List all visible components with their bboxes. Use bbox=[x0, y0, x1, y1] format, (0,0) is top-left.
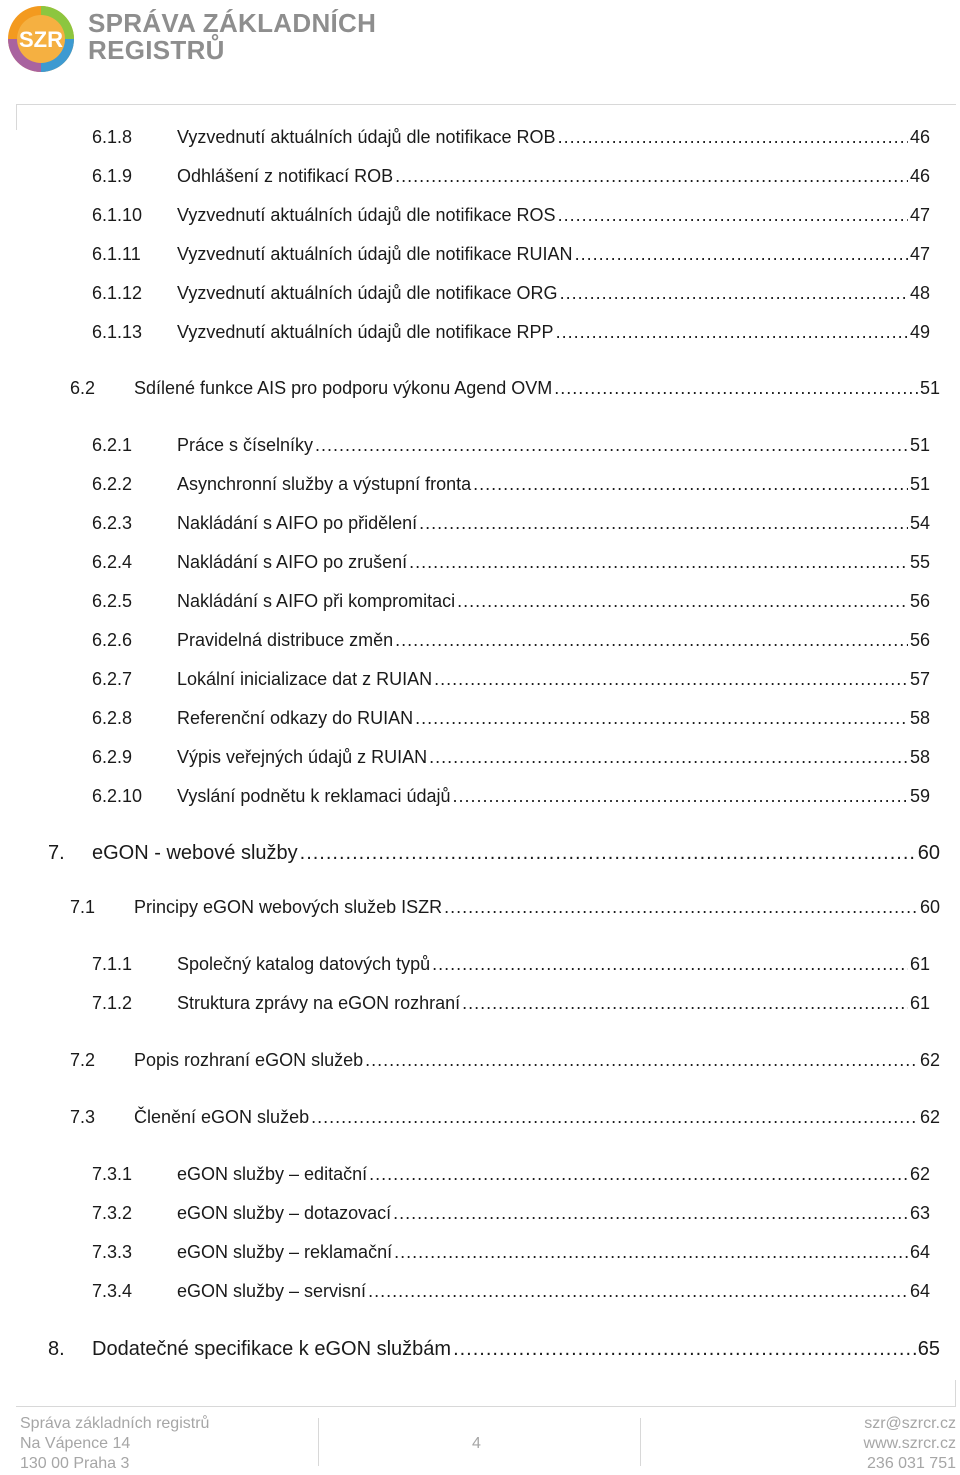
toc-dot-leader bbox=[453, 1338, 916, 1361]
toc-entry[interactable] bbox=[92, 166, 930, 192]
toc-entry[interactable] bbox=[92, 435, 930, 461]
toc-entry-title: Nakládání s AIFO po zrušení bbox=[177, 552, 408, 572]
footer-corner-mark bbox=[955, 1380, 956, 1406]
toc-entry-page: 48 bbox=[909, 283, 930, 303]
toc-entry-page: 61 bbox=[909, 954, 930, 974]
toc-entry-number: 6.2.5 bbox=[92, 591, 133, 611]
toc-entry-title: Společný katalog datových typů bbox=[177, 954, 431, 974]
toc-entry-number: 6.2.2 bbox=[92, 474, 133, 494]
toc-entry[interactable] bbox=[92, 669, 930, 695]
toc-entry-title: Výpis veřejných údajů z RUIAN bbox=[177, 747, 428, 767]
toc-dot-leader bbox=[395, 630, 908, 651]
toc-entry-title: Členění eGON služeb bbox=[134, 1107, 310, 1127]
toc-entry-number: 7.3.3 bbox=[92, 1242, 133, 1262]
toc-entry[interactable] bbox=[92, 127, 930, 153]
toc-dot-leader bbox=[300, 842, 916, 865]
page-number: 4 bbox=[472, 1435, 481, 1452]
toc-entry-number: 7.3.1 bbox=[92, 1164, 133, 1184]
toc-entry-number: 6.1.10 bbox=[92, 205, 143, 225]
toc-entry-number: 7.3 bbox=[70, 1107, 96, 1127]
toc-dot-leader bbox=[432, 954, 908, 975]
toc-entry[interactable] bbox=[70, 378, 940, 404]
footer-phone: 236 031 751 bbox=[867, 1455, 956, 1472]
footer-city: 130 00 Praha 3 bbox=[20, 1455, 130, 1472]
toc-entry[interactable] bbox=[92, 1164, 930, 1190]
toc-entry-number: 6.1.13 bbox=[92, 322, 143, 342]
toc-entry[interactable] bbox=[92, 244, 930, 270]
toc-dot-leader bbox=[415, 708, 908, 729]
toc-entry[interactable] bbox=[92, 322, 930, 348]
toc-entry-number: 6.1.8 bbox=[92, 127, 133, 147]
toc-dot-leader bbox=[457, 591, 908, 612]
organization-name bbox=[88, 10, 376, 64]
toc-entry-page: 63 bbox=[909, 1203, 930, 1223]
footer-contact bbox=[864, 1414, 956, 1474]
toc-dot-leader bbox=[575, 244, 908, 265]
toc-entry[interactable] bbox=[92, 205, 930, 231]
toc-entry-number: 7.3.2 bbox=[92, 1203, 133, 1223]
organization-name-line2: REGISTRŮ bbox=[88, 35, 225, 65]
toc-entry[interactable] bbox=[92, 747, 930, 773]
toc-entry-title: Asynchronní služby a výstupní fronta bbox=[177, 474, 472, 494]
toc-entry-page: 60 bbox=[919, 897, 940, 917]
footer-separator bbox=[640, 1418, 641, 1466]
toc-entry-page: 51 bbox=[919, 378, 940, 398]
footer-org-name: Správa základních registrů bbox=[20, 1415, 210, 1432]
toc-entry-title: Popis rozhraní eGON služeb bbox=[134, 1050, 364, 1070]
toc-entry-page: 64 bbox=[909, 1242, 930, 1262]
toc-entry[interactable] bbox=[48, 1338, 940, 1364]
logo-text: SZR bbox=[19, 27, 63, 52]
toc-entry-number: 7.3.4 bbox=[92, 1281, 133, 1301]
szr-logo-icon bbox=[6, 4, 76, 74]
toc-dot-leader bbox=[556, 322, 908, 343]
toc-entry-title: Vyzvednutí aktuálních údajů dle notifikace ROS bbox=[177, 205, 556, 225]
toc-entry-page: 58 bbox=[909, 747, 930, 767]
toc-entry[interactable] bbox=[92, 1242, 930, 1268]
toc-entry[interactable] bbox=[48, 842, 940, 868]
toc-entry[interactable] bbox=[70, 897, 940, 923]
toc-entry-number: 8. bbox=[48, 1338, 65, 1360]
toc-entry-page: 51 bbox=[909, 474, 930, 494]
toc-entry-page: 46 bbox=[909, 127, 930, 147]
toc-dot-leader bbox=[394, 1242, 908, 1263]
toc-entry-title: eGON - webové služby bbox=[92, 842, 298, 864]
toc-entry[interactable] bbox=[92, 630, 930, 656]
toc-dot-leader bbox=[444, 897, 918, 918]
toc-entry-page: 57 bbox=[909, 669, 930, 689]
page-header bbox=[0, 0, 960, 110]
toc-entry-number: 7. bbox=[48, 842, 65, 864]
toc-entry[interactable] bbox=[92, 786, 930, 812]
toc-entry-title: eGON služby – reklamační bbox=[177, 1242, 393, 1262]
footer-email[interactable]: szr@szrcr.cz bbox=[864, 1415, 956, 1432]
toc-dot-leader bbox=[558, 127, 908, 148]
toc-entry[interactable] bbox=[92, 993, 930, 1019]
toc-entry-page: 51 bbox=[909, 435, 930, 455]
toc-entry[interactable] bbox=[92, 552, 930, 578]
toc-entry-page: 61 bbox=[909, 993, 930, 1013]
toc-entry-number: 6.1.9 bbox=[92, 166, 133, 186]
toc-dot-leader bbox=[368, 1281, 908, 1302]
toc-entry-title: Principy eGON webových služeb ISZR bbox=[134, 897, 443, 917]
organization-name-line1: SPRÁVA ZÁKLADNÍCH bbox=[88, 8, 377, 38]
toc-dot-leader bbox=[462, 993, 908, 1014]
toc-dot-leader bbox=[434, 669, 908, 690]
toc-dot-leader bbox=[409, 552, 908, 573]
toc-dot-leader bbox=[554, 378, 918, 399]
toc-entry[interactable] bbox=[92, 1203, 930, 1229]
toc-entry-number: 6.2.8 bbox=[92, 708, 133, 728]
toc-entry-number: 7.1.2 bbox=[92, 993, 133, 1013]
toc-entry-title: Odhlášení z notifikací ROB bbox=[177, 166, 394, 186]
toc-entry-number: 6.1.12 bbox=[92, 283, 143, 303]
footer-divider bbox=[16, 1406, 956, 1407]
toc-entry[interactable] bbox=[92, 708, 930, 734]
toc-dot-leader bbox=[453, 786, 908, 807]
toc-entry-number: 6.2.4 bbox=[92, 552, 133, 572]
toc-entry-title: Referenční odkazy do RUIAN bbox=[177, 708, 414, 728]
toc-entry-number: 6.2.1 bbox=[92, 435, 133, 455]
toc-entry-page: 62 bbox=[919, 1050, 940, 1070]
toc-entry-title: Pravidelná distribuce změn bbox=[177, 630, 394, 650]
toc-entry-page: 55 bbox=[909, 552, 930, 572]
toc-entry-title: Nakládání s AIFO po přidělení bbox=[177, 513, 418, 533]
toc-entry-title: Lokální inicializace dat z RUIAN bbox=[177, 669, 433, 689]
toc-dot-leader bbox=[429, 747, 908, 768]
toc-entry-title: Vyzvednutí aktuálních údajů dle notifikace ROB bbox=[177, 127, 556, 147]
toc-entry[interactable] bbox=[92, 1281, 930, 1307]
toc-dot-leader bbox=[560, 283, 908, 304]
toc-entry-page: 62 bbox=[909, 1164, 930, 1184]
toc-entry[interactable] bbox=[92, 283, 930, 309]
toc-dot-leader bbox=[315, 435, 908, 456]
toc-entry-title: Struktura zprávy na eGON rozhraní bbox=[177, 993, 461, 1013]
toc-entry-page: 54 bbox=[909, 513, 930, 533]
toc-entry-number: 6.1.11 bbox=[92, 244, 141, 264]
toc-entry[interactable] bbox=[92, 954, 930, 980]
toc-entry[interactable] bbox=[92, 591, 930, 617]
toc-entry-page: 49 bbox=[909, 322, 930, 342]
toc-entry-number: 6.2 bbox=[70, 378, 96, 398]
toc-entry-title: Vyslání podnětu k reklamaci údajů bbox=[177, 786, 451, 806]
toc-entry-title: Vyzvednutí aktuálních údajů dle notifikace RUIAN bbox=[177, 244, 573, 264]
toc-entry-title: Sdílené funkce AIS pro podporu výkonu Agend OVM bbox=[134, 378, 553, 398]
footer-address bbox=[20, 1414, 209, 1474]
toc-entry-title: Dodatečné specifikace k eGON službám bbox=[92, 1338, 452, 1360]
toc-entry-number: 6.2.3 bbox=[92, 513, 133, 533]
toc-entry-page: 56 bbox=[909, 591, 930, 611]
toc-entry-page: 47 bbox=[909, 205, 930, 225]
toc-entry-title: Nakládání s AIFO při kompromitaci bbox=[177, 591, 456, 611]
toc-entry-page: 46 bbox=[909, 166, 930, 186]
toc-entry-number: 6.2.7 bbox=[92, 669, 133, 689]
header-corner-mark bbox=[16, 104, 17, 130]
toc-entry[interactable] bbox=[70, 1107, 940, 1133]
footer-separator bbox=[318, 1418, 319, 1466]
toc-dot-leader bbox=[473, 474, 908, 495]
toc-entry-number: 6.2.6 bbox=[92, 630, 133, 650]
toc-entry[interactable] bbox=[92, 513, 930, 539]
toc-dot-leader bbox=[369, 1164, 908, 1185]
toc-entry-page: 65 bbox=[917, 1338, 940, 1360]
toc-entry-page: 47 bbox=[909, 244, 930, 264]
footer-web[interactable]: www.szrcr.cz bbox=[863, 1435, 956, 1452]
toc-dot-leader bbox=[393, 1203, 908, 1224]
toc-entry-number: 6.2.9 bbox=[92, 747, 133, 767]
toc-dot-leader bbox=[419, 513, 908, 534]
toc-dot-leader bbox=[365, 1050, 918, 1071]
toc-dot-leader bbox=[395, 166, 908, 187]
toc-entry-page: 64 bbox=[909, 1281, 930, 1301]
toc-entry-title: Vyzvednutí aktuálních údajů dle notifikace RPP bbox=[177, 322, 554, 342]
header-divider bbox=[16, 104, 956, 105]
footer-street: Na Vápence 14 bbox=[20, 1435, 131, 1452]
toc-entry-number: 6.2.10 bbox=[92, 786, 143, 806]
toc-entry-title: Vyzvednutí aktuálních údajů dle notifikace ORG bbox=[177, 283, 558, 303]
toc-entry-number: 7.2 bbox=[70, 1050, 96, 1070]
toc-entry-page: 60 bbox=[917, 842, 940, 864]
toc-entry-title: Práce s číselníky bbox=[177, 435, 314, 455]
toc-entry[interactable] bbox=[70, 1050, 940, 1076]
toc-entry-title: eGON služby – dotazovací bbox=[177, 1203, 392, 1223]
toc-entry-page: 58 bbox=[909, 708, 930, 728]
toc-entry-page: 59 bbox=[909, 786, 930, 806]
toc-dot-leader bbox=[311, 1107, 918, 1128]
toc-entry-page: 62 bbox=[919, 1107, 940, 1127]
toc-entry-title: eGON služby – editační bbox=[177, 1164, 368, 1184]
toc-entry-title: eGON služby – servisní bbox=[177, 1281, 367, 1301]
toc-entry-page: 56 bbox=[909, 630, 930, 650]
toc-entry-number: 7.1 bbox=[70, 897, 96, 917]
toc-entry[interactable] bbox=[92, 474, 930, 500]
page-footer bbox=[0, 1400, 960, 1475]
toc-dot-leader bbox=[558, 205, 908, 226]
toc-entry-number: 7.1.1 bbox=[92, 954, 133, 974]
